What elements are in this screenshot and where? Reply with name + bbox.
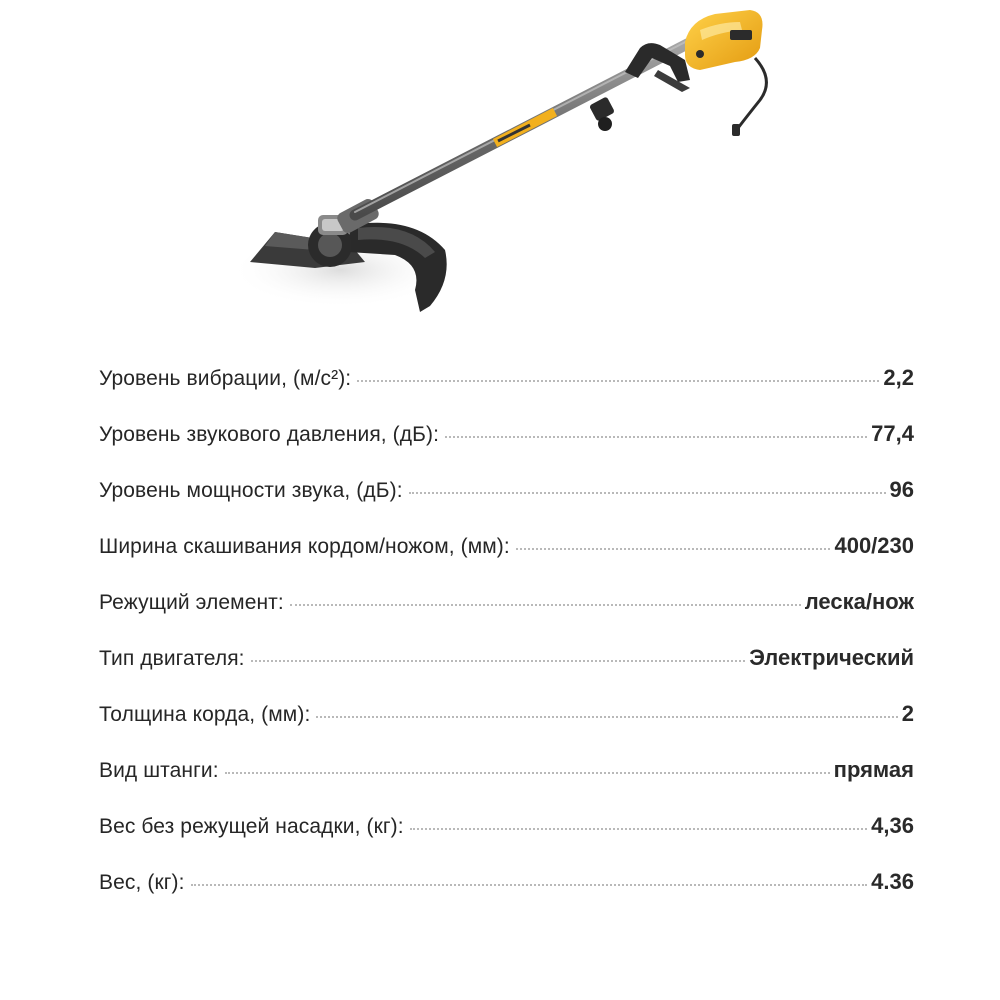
- dotted-leader: [409, 492, 886, 494]
- spec-label: Тип двигателя:: [99, 647, 245, 670]
- dotted-leader: [410, 828, 868, 830]
- spec-label: Уровень звукового давления, (дБ):: [99, 423, 440, 446]
- spec-label: Толщина корда, (мм):: [99, 703, 311, 726]
- spec-value: 400/230: [834, 533, 914, 558]
- grass-trimmer-icon: [230, 0, 790, 330]
- dotted-leader: [251, 660, 746, 662]
- spec-value: Электрический: [749, 645, 914, 670]
- spec-value: леска/нож: [804, 589, 914, 614]
- spec-value: 4.36: [871, 869, 914, 894]
- spec-row-sound-power: [99, 467, 914, 523]
- spec-row-cutting-width: [99, 523, 914, 579]
- spec-label: Уровень вибрации, (м/с²):: [99, 367, 352, 390]
- dotted-leader: [445, 436, 867, 438]
- dotted-leader: [225, 772, 830, 774]
- spec-value: 96: [889, 477, 914, 502]
- specs-list: [99, 355, 914, 915]
- spec-row-weight-no-attachment: [99, 803, 914, 859]
- dotted-leader: [290, 604, 801, 606]
- spec-row-shaft-type: [99, 747, 914, 803]
- spec-label: Вид штанги:: [99, 759, 219, 782]
- spec-row-sound-pressure: [99, 411, 914, 467]
- spec-label: Режущий элемент:: [99, 591, 284, 614]
- spec-row-weight: [99, 859, 914, 915]
- dotted-leader: [357, 380, 879, 382]
- spec-row-line-thickness: [99, 691, 914, 747]
- spec-value: 2,2: [883, 365, 914, 390]
- spec-value: 77,4: [871, 421, 914, 446]
- dotted-leader: [316, 716, 897, 718]
- spec-label: Уровень мощности звука, (дБ):: [99, 479, 403, 502]
- spec-row-vibration: [99, 355, 914, 411]
- spec-label: Вес, (кг):: [99, 871, 185, 894]
- spec-value: 2: [901, 701, 914, 726]
- spec-label: Вес без режущей насадки, (кг):: [99, 815, 404, 838]
- spec-label: Ширина скашивания кордом/ножом, (мм):: [99, 535, 510, 558]
- dotted-leader: [191, 884, 868, 886]
- spec-value: прямая: [833, 757, 914, 782]
- spec-value: 4,36: [871, 813, 914, 838]
- spec-row-cutting-element: [99, 579, 914, 635]
- spec-row-engine-type: [99, 635, 914, 691]
- dotted-leader: [516, 548, 831, 550]
